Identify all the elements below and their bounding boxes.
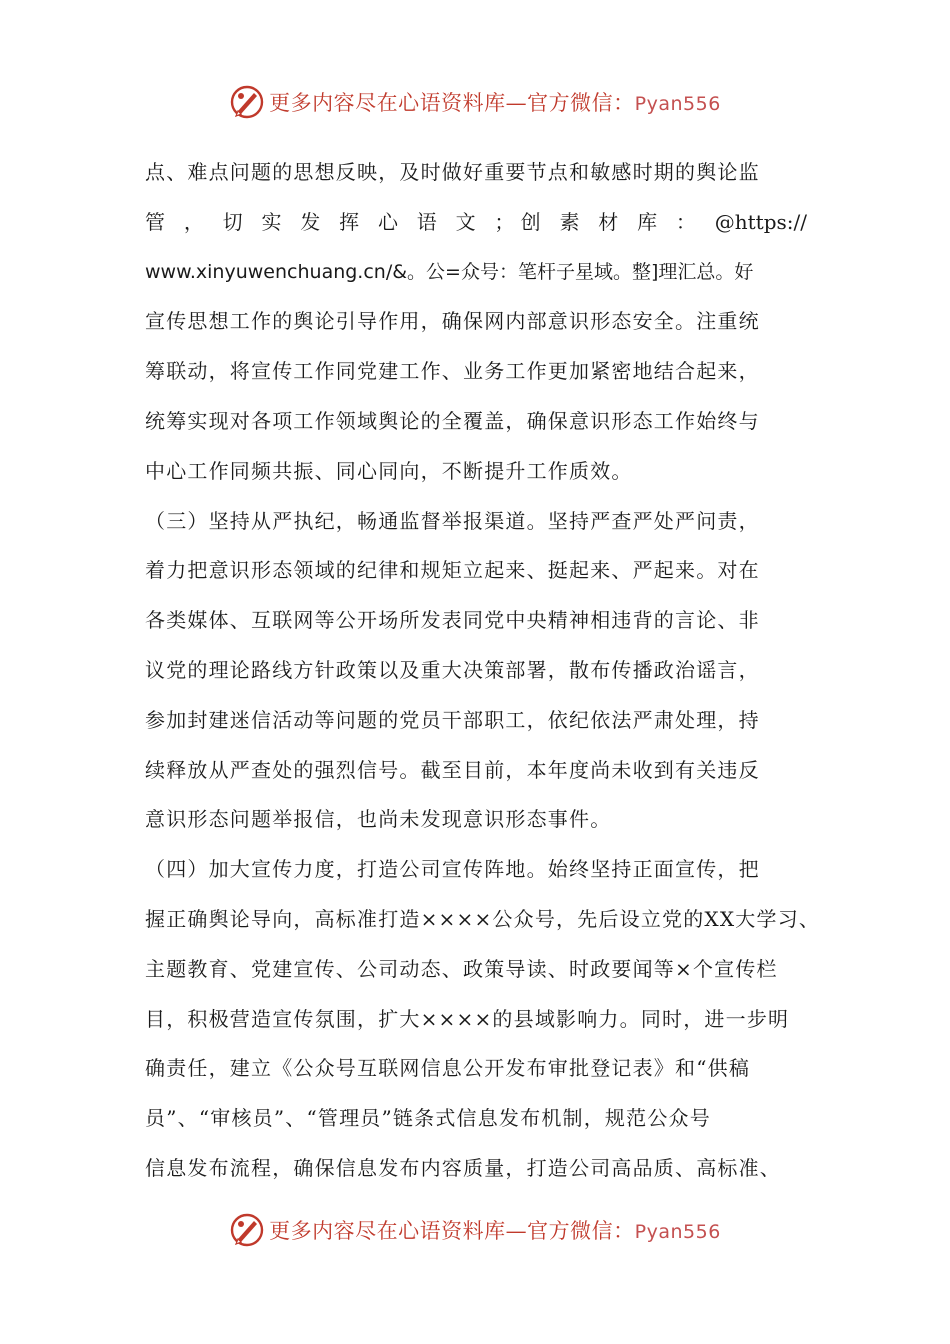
body-line: 续释放从严查处的强烈信号。截至目前，本年度尚未收到有关违反 <box>145 757 760 782</box>
footer-banner <box>0 1210 950 1250</box>
header-banner <box>0 82 950 122</box>
body-line: 议党的理论路线方针政策以及重大决策部署，散布传播政治谣言， <box>145 657 760 682</box>
body-line: 意识形态问题举报信，也尚未发现意识形态事件。 <box>145 807 612 832</box>
pen-logo-icon <box>229 1212 265 1248</box>
body-line: 主题教育、党建宣传、公司动态、政策导读、时政要闻等×个宣传栏 <box>145 956 778 981</box>
body-line: 握正确舆论导向，高标准打造××××公众号，先后设立党的XX大学习、 <box>145 906 821 931</box>
header-wechat-id: Pyan556 <box>634 93 721 115</box>
body-line: 员”、“审核员”、“管理员”链条式信息发布机制，规范公众号 <box>145 1106 711 1131</box>
document-body <box>145 148 821 1194</box>
body-line: www.xinyuwenchuang.cn/&。公=众号：笔杆子星域。整]理汇总。好 <box>145 260 754 283</box>
body-line: 宣传思想工作的舆论引导作用，确保网内部意识形态安全。注重统 <box>145 309 760 334</box>
body-line: 筹联动，将宣传工作同党建工作、业务工作更加紧密地结合起来， <box>145 359 760 384</box>
footer-banner-text <box>269 1215 721 1245</box>
footer-banner-label: 更多内容尽在心语资料库—官方微信： <box>269 1219 635 1243</box>
body-line: 点、难点问题的思想反映，及时做好重要节点和敏感时期的舆论监 <box>145 160 760 184</box>
body-line: 中心工作同频共振、同心同向，不断提升工作质效。 <box>145 458 633 483</box>
header-banner-text <box>269 87 721 117</box>
body-line: 管 ， 切 实 发 挥 心 语 文 ；创 素 材 库 ： @https:// <box>145 209 807 234</box>
body-line: （三）坚持从严执纪，畅通监督举报渠道。坚持严查严处严问责， <box>145 508 760 533</box>
body-line: 目，积极营造宣传氛围，扩大××××的县域影响力。同时，进一步明 <box>145 1006 790 1031</box>
body-line: 统筹实现对各项工作领域舆论的全覆盖，确保意识形态工作始终与 <box>145 408 760 433</box>
body-line: （四）加大宣传力度，打造公司宣传阵地。始终坚持正面宣传，把 <box>145 857 760 882</box>
body-line: 参加封建迷信活动等问题的党员干部职工，依纪依法严肃处理，持 <box>145 707 760 732</box>
body-line: 各类媒体、互联网等公开场所发表同党中央精神相违背的言论、非 <box>145 608 760 633</box>
body-line: 着力把意识形态领域的纪律和规矩立起来、挺起来、严起来。对在 <box>145 558 760 583</box>
body-line: 信息发布流程，确保信息发布内容质量，打造公司高品质、高标准、 <box>145 1155 781 1180</box>
footer-wechat-id: Pyan556 <box>634 1221 721 1243</box>
pen-logo-icon <box>229 84 265 120</box>
body-line: 确责任，建立《公众号互联网信息公开发布审批登记表》和“供稿 <box>145 1056 751 1081</box>
header-banner-label: 更多内容尽在心语资料库—官方微信： <box>269 91 635 115</box>
